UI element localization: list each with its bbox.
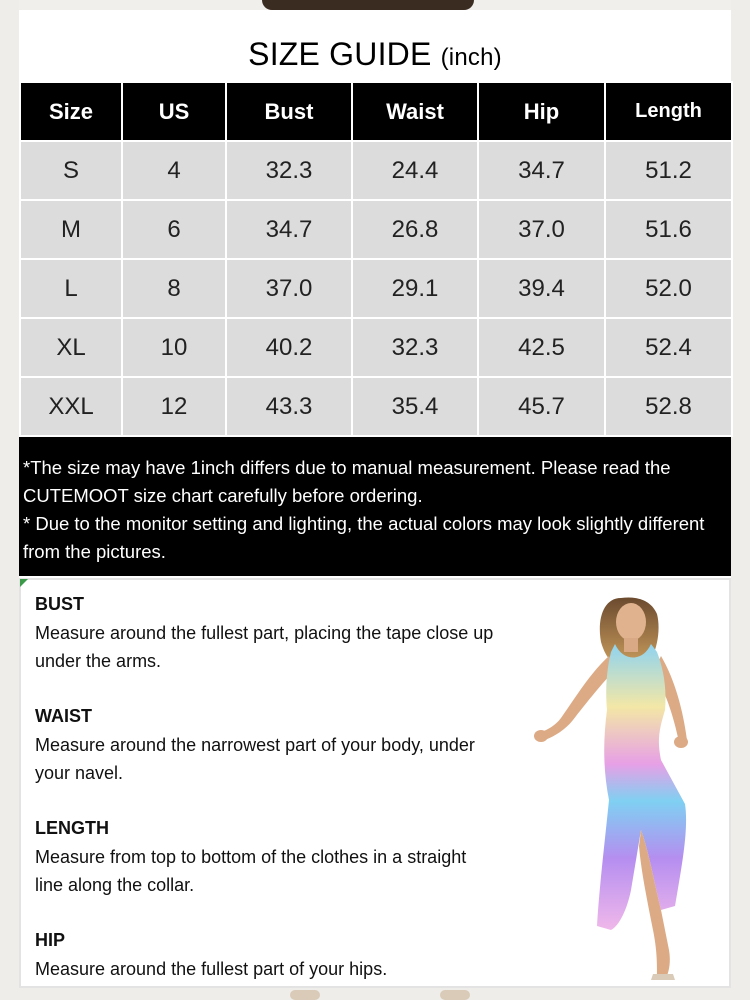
cell-hip: 34.7 xyxy=(478,141,605,200)
guide-description: Measure from top to bottom of the clothes in a straight line along the collar. xyxy=(35,847,467,895)
cell-hip: 39.4 xyxy=(478,259,605,318)
title-unit: (inch) xyxy=(440,44,502,71)
disclaimer-notes xyxy=(19,437,731,576)
cell-bust: 40.2 xyxy=(226,318,352,377)
note-measurement: *The size may have 1inch differs due to manual measurement. Please read the CUTEMOOT size chart carefully before ordering. xyxy=(23,457,671,506)
guide-description: Measure around the fullest part, placing the tape close up under the arms. xyxy=(35,623,494,671)
cell-size: XXL xyxy=(20,377,122,436)
cell-waist: 29.1 xyxy=(352,259,478,318)
cell-bust: 34.7 xyxy=(226,200,352,259)
table-row xyxy=(20,377,732,436)
cell-us: 6 xyxy=(122,200,226,259)
cell-size: L xyxy=(20,259,122,318)
model-hair-top xyxy=(262,0,474,10)
guide-heading: HIP xyxy=(35,930,66,950)
header-us: US xyxy=(122,82,226,141)
note-colors: * Due to the monitor setting and lighting, the actual colors may look slightly different from the pictures. xyxy=(23,513,705,562)
header-waist: Waist xyxy=(352,82,478,141)
cell-length: 52.0 xyxy=(605,259,732,318)
guide-item-length xyxy=(35,818,495,899)
cell-length: 52.8 xyxy=(605,377,732,436)
cell-hip: 37.0 xyxy=(478,200,605,259)
cell-waist: 24.4 xyxy=(352,141,478,200)
guide-description: Measure around the narrowest part of your body, under your navel. xyxy=(35,735,475,783)
table-row xyxy=(20,318,732,377)
header-size: Size xyxy=(20,82,122,141)
corner-mark xyxy=(20,579,28,587)
header-length: Length xyxy=(605,82,732,141)
measurement-guide xyxy=(19,578,731,988)
cell-waist: 32.3 xyxy=(352,318,478,377)
model-heel-right xyxy=(440,990,470,1000)
header-hip: Hip xyxy=(478,82,605,141)
guide-description: Measure around the fullest part of your hips. xyxy=(35,959,388,979)
guide-heading: WAIST xyxy=(35,706,92,726)
cell-size: XL xyxy=(20,318,122,377)
title-panel xyxy=(19,10,731,82)
cell-hip: 42.5 xyxy=(478,318,605,377)
table-row xyxy=(20,141,732,200)
guide-item-bust xyxy=(35,594,495,675)
title-main: SIZE GUIDE xyxy=(248,36,432,72)
cell-us: 10 xyxy=(122,318,226,377)
background-photo-bottom xyxy=(0,988,750,1000)
cell-size: M xyxy=(20,200,122,259)
guide-heading: LENGTH xyxy=(35,818,109,838)
guide-heading: BUST xyxy=(35,594,84,614)
cell-bust: 43.3 xyxy=(226,377,352,436)
model-photo xyxy=(511,590,721,984)
table-header-row xyxy=(20,82,732,141)
guide-item-waist xyxy=(35,706,495,787)
cell-waist: 35.4 xyxy=(352,377,478,436)
cell-hip: 45.7 xyxy=(478,377,605,436)
cell-size: S xyxy=(20,141,122,200)
table-row xyxy=(20,259,732,318)
cell-us: 4 xyxy=(122,141,226,200)
model-heel-left xyxy=(290,990,320,1000)
cell-length: 51.2 xyxy=(605,141,732,200)
cell-us: 12 xyxy=(122,377,226,436)
size-table xyxy=(19,81,733,437)
cell-waist: 26.8 xyxy=(352,200,478,259)
cell-us: 8 xyxy=(122,259,226,318)
cell-length: 51.6 xyxy=(605,200,732,259)
background-photo-right xyxy=(731,0,750,1000)
cell-length: 52.4 xyxy=(605,318,732,377)
cell-bust: 32.3 xyxy=(226,141,352,200)
cell-bust: 37.0 xyxy=(226,259,352,318)
page-title xyxy=(19,36,731,73)
table-row xyxy=(20,200,732,259)
background-photo-left xyxy=(0,0,19,1000)
header-bust: Bust xyxy=(226,82,352,141)
guide-item-hip xyxy=(35,930,495,983)
